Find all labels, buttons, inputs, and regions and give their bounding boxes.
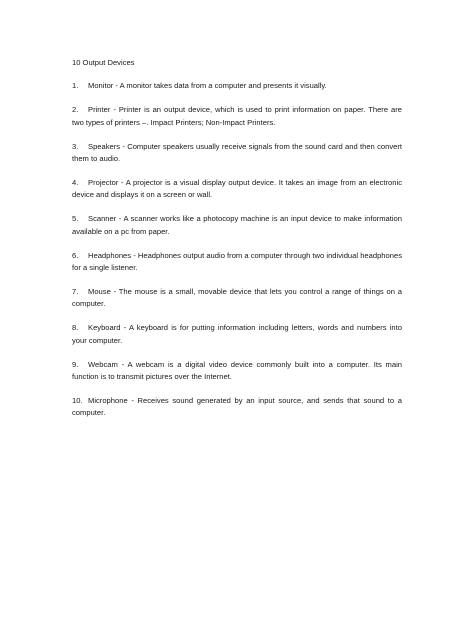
item-number: 7. <box>72 286 79 296</box>
item-text: Mouse - The mouse is a small, movable device that lets you control a range of things on a computer. <box>72 286 402 309</box>
list-item <box>72 359 402 384</box>
item-number: 4. <box>72 177 79 187</box>
document-page <box>72 57 402 431</box>
item-text: Microphone - Receives sound generated by an input source, and sends that sound to a computer. <box>72 395 402 418</box>
item-number: 3. <box>72 141 79 151</box>
item-text: Printer - Printer is an output device, which is used to print information on paper. There are two types of printers –. Impact Printers; Non-Impact Printers. <box>72 105 402 127</box>
item-text: Keyboard - A keyboard is for putting information including letters, words and numbers into your computer. <box>72 323 402 345</box>
item-number: 1. <box>72 81 79 91</box>
item-text: Headphones - Headphones output audio from a computer through two individual headphones for a single listener. <box>72 250 402 272</box>
document-title: 10 Output Devices <box>72 58 135 67</box>
item-text: Monitor - A monitor takes data from a computer and presents it visually. <box>88 81 327 91</box>
item-number: 9. <box>72 359 79 369</box>
item-number: 5. <box>72 214 79 224</box>
item-text: Webcam - A webcam is a digital video device commonly built into a computer. Its main function is to transmit pictures over the Internet. <box>72 359 402 381</box>
list-item <box>72 322 402 347</box>
list-item <box>72 213 402 238</box>
list-item <box>72 395 402 420</box>
list-item <box>72 104 402 129</box>
list-item <box>72 250 402 275</box>
item-text: Scanner - A scanner works like a photocopy machine is an input device to make information available on a pc from paper. <box>72 214 402 236</box>
item-text: Projector - A projector is a visual display output device. It takes an image from an electronic device and displays it on a screen or wall. <box>72 177 402 200</box>
list-item <box>72 80 402 92</box>
item-text: Speakers - Computer speakers usually receive signals from the sound card and then convert them to audio. <box>72 141 402 164</box>
item-number: 6. <box>72 250 79 260</box>
item-number: 10. <box>72 395 83 405</box>
list-item <box>72 141 402 166</box>
list-item <box>72 286 402 311</box>
item-number: 8. <box>72 323 79 333</box>
item-number: 2. <box>72 105 79 115</box>
list-item <box>72 177 402 202</box>
